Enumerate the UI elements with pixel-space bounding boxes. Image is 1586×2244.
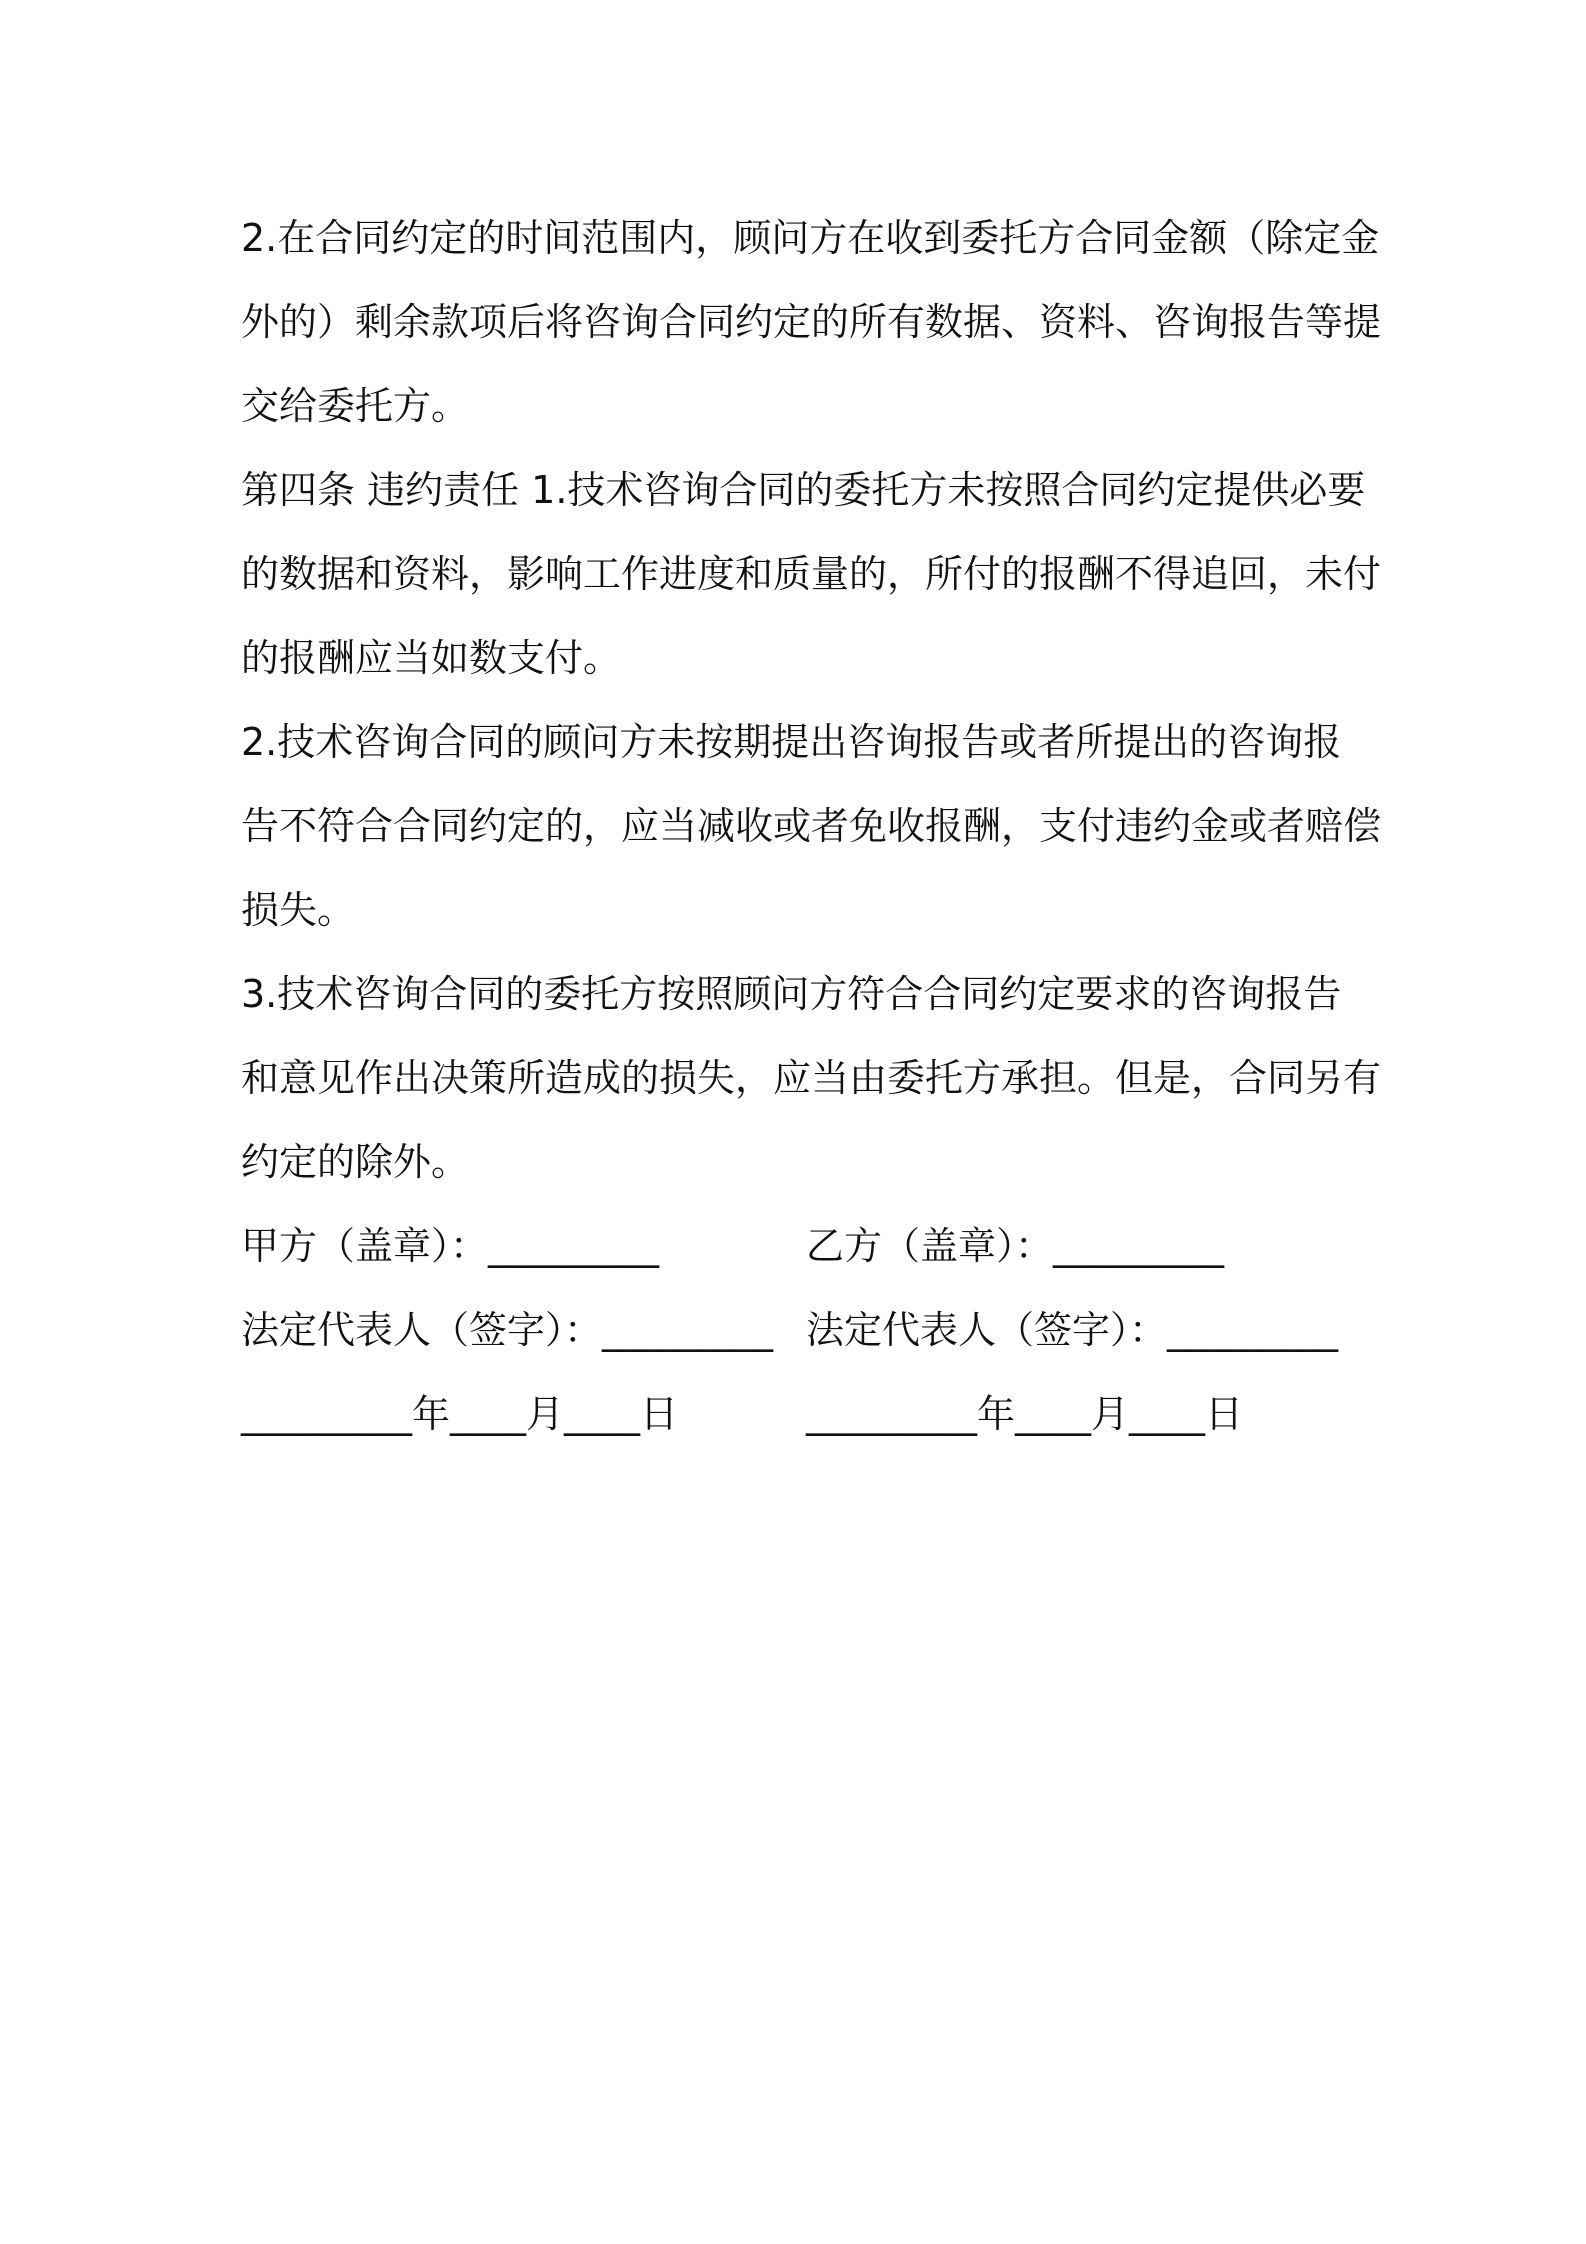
body-line: 约定的除外。: [241, 1140, 470, 1184]
body-line: 外的）剩余款项后将咨询合同约定的所有数据、资料、咨询报告等提: [241, 300, 1382, 344]
document-body: [241, 196, 1382, 1456]
body-line: 交给委托方。: [241, 384, 470, 428]
signature-date-row: [241, 1372, 1355, 1456]
body-line: 告不符合合同约定的，应当减收或者免收报酬，支付违约金或者赔偿: [241, 804, 1382, 848]
party-a-rep-field: 法定代表人（签字）：_________: [241, 1308, 774, 1352]
body-line: 2.技术咨询合同的顾问方未按期提出咨询报告或者所提出的咨询报: [241, 720, 1342, 764]
body-line: 2.在合同约定的时间范围内，顾问方在收到委托方合同金额（除定金: [241, 216, 1380, 260]
party-b-date-field: _________年____月____日: [806, 1392, 1244, 1436]
body-line: 的报酬应当如数支付。: [241, 636, 622, 680]
signature-seal-row: [241, 1204, 1355, 1288]
party-b-seal-field: 乙方（盖章）：_________: [806, 1224, 1225, 1268]
body-line: 3.技术咨询合同的委托方按照顾问方符合合同约定要求的咨询报告: [241, 972, 1342, 1016]
body-line: 的数据和资料，影响工作进度和质量的，所付的报酬不得追回，未付: [241, 552, 1382, 596]
article-heading-line: 第四条 违约责任 1.技术咨询合同的委托方未按照合同约定提供必要: [241, 468, 1366, 512]
party-b-rep-field: 法定代表人（签字）：_________: [806, 1308, 1339, 1352]
body-line: 损失。: [241, 888, 356, 932]
body-line: 和意见作出决策所造成的损失，应当由委托方承担。但是，合同另有: [241, 1056, 1382, 1100]
party-a-date-field: _________年____月____日: [241, 1392, 679, 1436]
signature-rep-row: [241, 1288, 1355, 1372]
party-a-seal-field: 甲方（盖章）：_________: [241, 1224, 660, 1268]
